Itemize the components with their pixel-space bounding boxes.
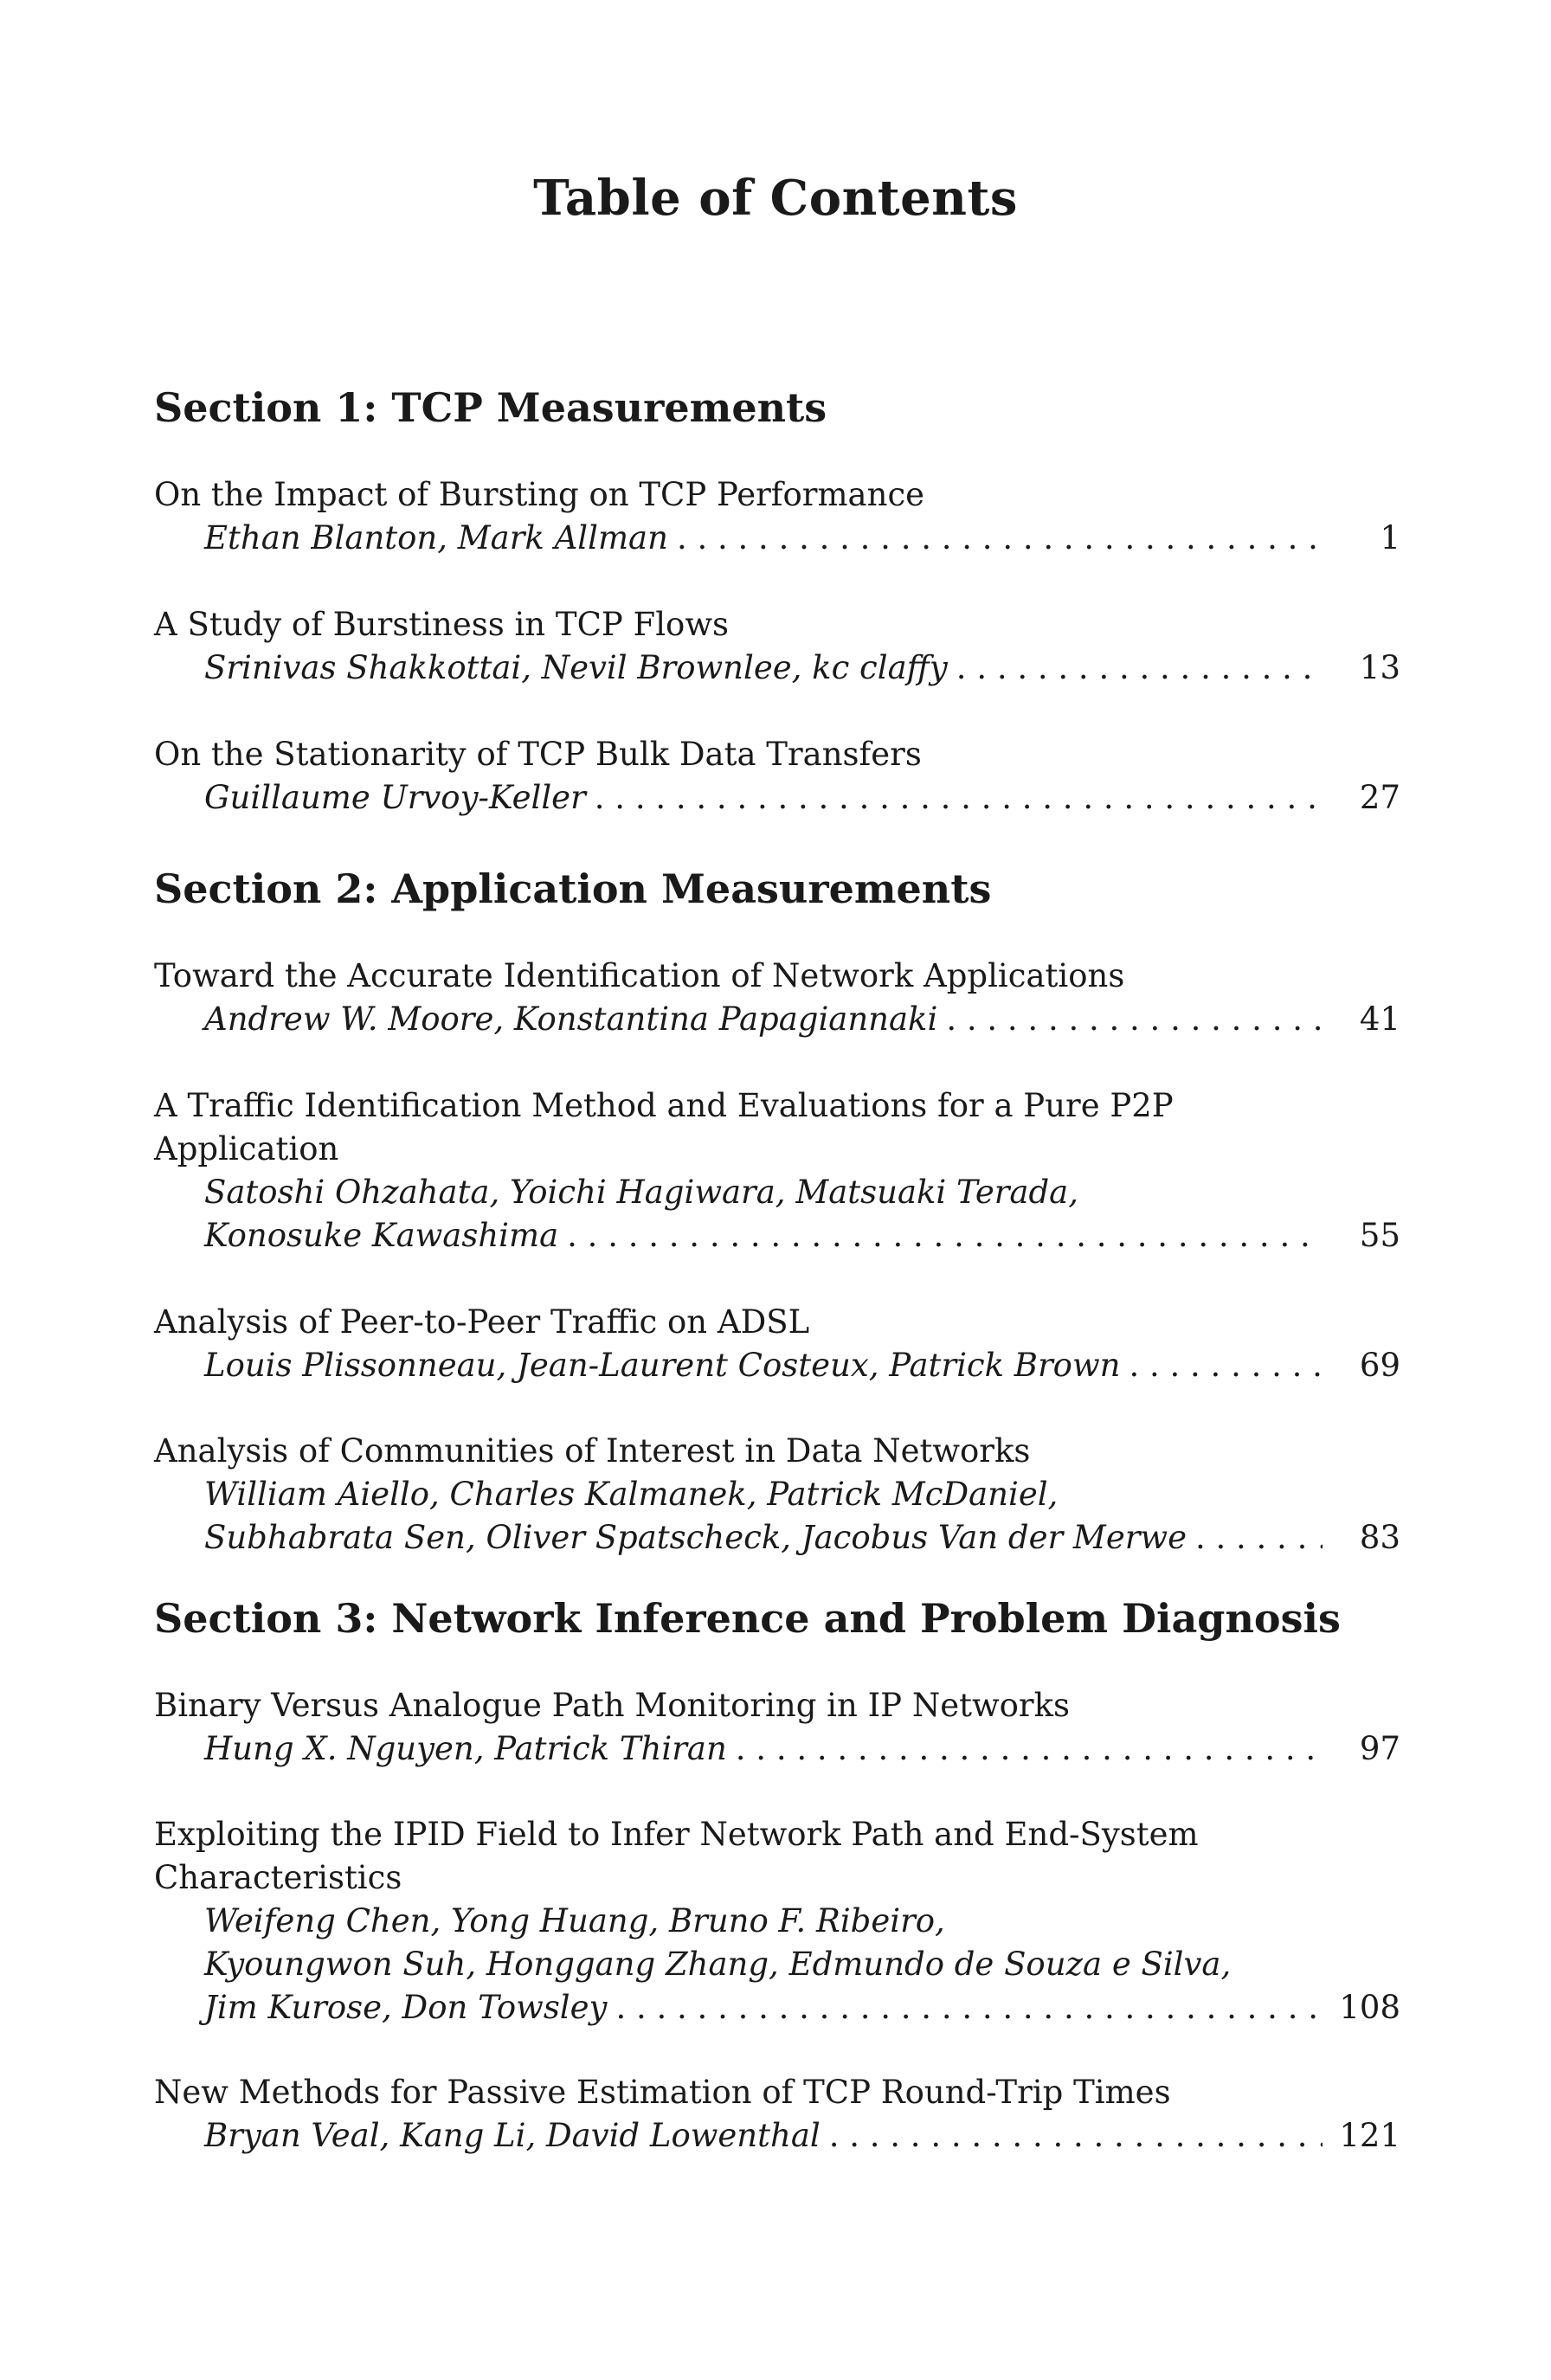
page-number: 1 (1380, 519, 1400, 556)
entry-title: New Methods for Passive Estimation of TCP Round-Trip Times (154, 2074, 1171, 2111)
toc-entry[interactable] (154, 1084, 1400, 1258)
section-heading-3: Section 3: Network Inference and Problem Diagnosis (154, 1595, 1341, 1642)
dot-leader (956, 646, 1323, 690)
entry-title-continued: Characteristics (154, 1859, 402, 1896)
dot-leader (1195, 1516, 1323, 1560)
page-number: 121 (1339, 2117, 1400, 2154)
entry-authors: Weifeng Chen, Yong Huang, Bruno F. Ribeiro, (204, 1902, 945, 1939)
toc-entry[interactable] (154, 473, 1400, 560)
entry-authors: Srinivas Shakkottai, Nevil Brownlee, kc claffy (204, 649, 948, 686)
page-number: 83 (1359, 1519, 1400, 1556)
page-number: 97 (1359, 1730, 1400, 1767)
toc-entry[interactable] (154, 1301, 1400, 1387)
entry-authors: Jim Kurose, Don Towsley (204, 1989, 608, 2026)
entry-authors: Andrew W. Moore, Konstantina Papagiannaki (204, 1000, 938, 1038)
toc-entry[interactable] (154, 1684, 1400, 1771)
entry-authors: Bryan Veal, Kang Li, David Lowenthal (204, 2117, 821, 2154)
page-title: Table of Contents (533, 170, 1018, 227)
entry-author-line (154, 2114, 1400, 2158)
entry-author-line (154, 1214, 1400, 1258)
dot-leader (1129, 1344, 1323, 1387)
entry-title: Analysis of Communities of Interest in Data Networks (154, 1432, 1031, 1470)
section-heading-1: Section 1: TCP Measurements (154, 384, 827, 431)
entry-title-continued: Application (154, 1130, 339, 1167)
page-number: 108 (1339, 1989, 1400, 2026)
entry-title: Toward the Accurate Identification of Network Applications (154, 957, 1125, 994)
dot-leader (736, 1727, 1323, 1771)
page-number: 69 (1359, 1347, 1400, 1384)
entry-author-line (154, 1986, 1400, 2029)
entry-authors: Hung X. Nguyen, Patrick Thiran (204, 1730, 727, 1767)
dot-leader (829, 2114, 1323, 2158)
entry-authors: Subhabrata Sen, Oliver Spatscheck, Jacobus Van der Merwe (204, 1519, 1187, 1556)
entry-title: A Study of Burstiness in TCP Flows (154, 606, 729, 643)
entry-authors: Kyoungwon Suh, Honggang Zhang, Edmundo de Souza e Silva, (204, 1946, 1232, 1983)
dot-leader (615, 1986, 1323, 2029)
dot-leader (677, 517, 1323, 560)
entry-author-line (154, 517, 1400, 560)
toc-entry[interactable] (154, 2071, 1400, 2158)
page-number: 55 (1359, 1217, 1400, 1254)
page-number: 13 (1359, 649, 1400, 686)
entry-authors: Louis Plissonneau, Jean-Laurent Costeux, Patrick Brown (204, 1347, 1121, 1384)
entry-authors: Satoshi Ohzahata, Yoichi Hagiwara, Matsuaki Terada, (204, 1174, 1078, 1211)
entry-authors: Ethan Blanton, Mark Allman (204, 519, 668, 556)
toc-entry[interactable] (154, 733, 1400, 820)
entry-author-line (154, 646, 1400, 690)
entry-title: Exploiting the IPID Field to Infer Network Path and End-System (154, 1816, 1199, 1853)
entry-authors: Konosuke Kawashima (204, 1217, 559, 1254)
toc-entry[interactable] (154, 1813, 1400, 2029)
entry-authors: William Aiello, Charles Kalmanek, Patrick McDaniel, (204, 1476, 1059, 1513)
section-heading-2: Section 2: Application Measurements (154, 865, 992, 912)
toc-entry[interactable] (154, 955, 1400, 1041)
dot-leader (946, 998, 1323, 1041)
entry-author-line (154, 1344, 1400, 1387)
entry-title: A Traffic Identification Method and Evaluations for a Pure P2P (154, 1087, 1174, 1124)
entry-title: On the Stationarity of TCP Bulk Data Transfers (154, 736, 922, 773)
entry-title: On the Impact of Bursting on TCP Performance (154, 476, 925, 513)
dot-leader (567, 1214, 1323, 1258)
toc-entry[interactable] (154, 1430, 1400, 1560)
entry-author-line (154, 1516, 1400, 1560)
entry-author-line (154, 776, 1400, 820)
entry-author-line (154, 998, 1400, 1041)
entry-title: Binary Versus Analogue Path Monitoring in IP Networks (154, 1687, 1071, 1724)
page-number: 27 (1359, 779, 1400, 816)
entry-authors: Guillaume Urvoy-Keller (204, 779, 586, 816)
entry-author-line (154, 1727, 1400, 1771)
toc-entry[interactable] (154, 603, 1400, 690)
entry-title: Analysis of Peer-to-Peer Traffic on ADSL (154, 1303, 810, 1341)
dot-leader (595, 776, 1323, 820)
page-number: 41 (1359, 1000, 1400, 1038)
